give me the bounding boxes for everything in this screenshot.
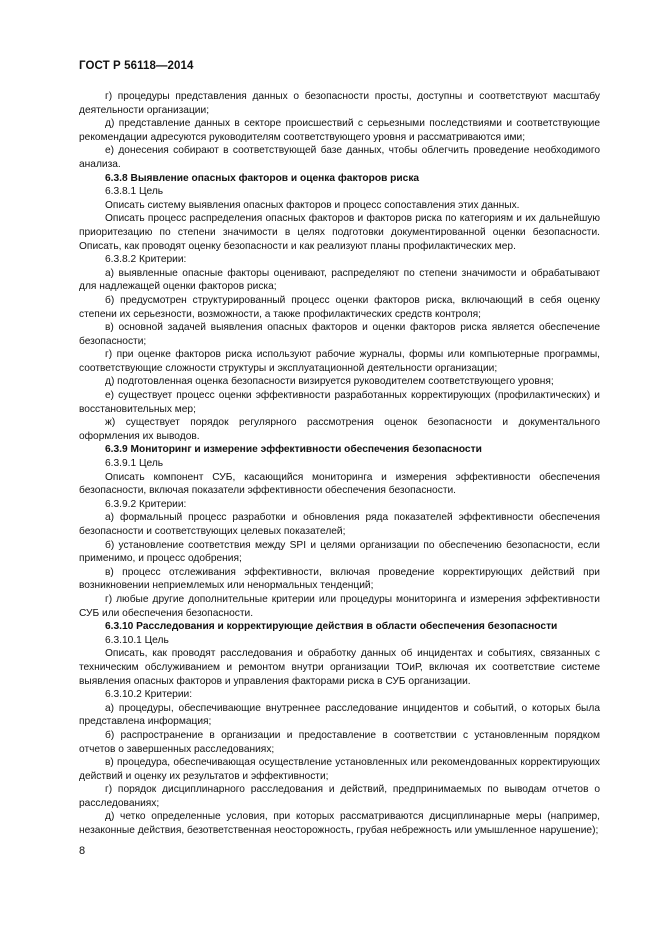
paragraph: г) при оценке факторов риска используют рабочие журналы, формы или компьютерные программы, соответствующие сложности структуры и эксплуатационной деятельности организации; [79,349,600,374]
document-header: ГОСТ Р 56118—2014 [79,60,194,72]
subsection-label: 6.3.10.1 Цель [105,634,169,646]
paragraph: Описать компонент СУБ, касающийся мониторинга и измерения эффективности обеспечения безопасности, включая показатели эффективности обеспечения безопасности. [79,471,600,497]
section-heading: 6.3.8 Выявление опасных факторов и оценка факторов риска [105,172,420,184]
page-number: 8 [79,845,86,857]
paragraph: д) четко определенные условия, при которых рассматриваются дисциплинарные меры (например, незаконные действия, безответственная неосторожность, грубая небрежность или умышленное нарушение); [79,811,600,837]
paragraph: ж) существует порядок регулярного рассмотрения оценок безопасности и документального оформления их выводов. [79,417,600,442]
paragraph: е) существует процесс оценки эффективности разработанных корректирующих (профилактических) и восстановительных мер; [79,390,600,415]
paragraph: г) любые другие дополнительные критерии или процедуры мониторинга и измерения эффективности СУБ или обеспечения безопасности. [79,593,600,619]
paragraph: в) основной задачей выявления опасных факторов и оценки факторов риска является обеспечение безопасности; [79,322,600,347]
subsection-label: 6.3.10.2 Критерии: [105,689,193,701]
paragraph: б) распространение в организации и предоставление в соответствии с установленным порядком отчетов о завершенных расследованиях; [79,729,600,755]
paragraph: а) формальный процесс разработки и обновления ряда показателей эффективности обеспечения безопасности и соответствующих целевых показателей; [79,512,600,537]
paragraph: в) процедура, обеспечивающая осуществление установленных или рекомендованных корректирующих действий и оценку их результатов и эффективности; [79,757,600,782]
paragraph: д) подготовленная оценка безопасности визируется руководителем соответствующего уровня; [105,376,554,388]
paragraph: а) процедуры, обеспечивающие внутреннее расследование инцидентов и событий, о которых была представлена информация; [79,702,600,728]
paragraph: Описать процесс распределения опасных факторов и факторов риска по категориям и их дальнейшую приоритезацию по степени значимости в целях подготовки документированной оценки безопасности. Описать, как проводят оценку безопасности и как реализуют планы профилактических мер. [79,213,600,252]
subsection-label: 6.3.9.2 Критерии: [105,498,187,510]
paragraph: д) представление данных в секторе происшествий с серьезными последствиями и соответствующие рекомендации адресуются руководителям соответствующего уровня и рассматриваются ими; [79,118,600,143]
subsection-label: 6.3.8.2 Критерии: [105,254,187,266]
paragraph: б) предусмотрен структурированный процесс оценки факторов риска, включающий в себя оценку степени их серьезности, возможности, а также профилактических средств контроля; [79,294,600,320]
paragraph: Описать, как проводят расследования и обработку данных об инцидентах и событиях, связанных с техническим обслуживанием и ремонтом внутри организации ТОиР, включая их соответствие системе выявления опасных факторов и управления факторами риска в СУБ организации. [79,648,600,687]
paragraph: Описать систему выявления опасных факторов и процесс сопоставления этих данных. [105,199,520,211]
document-body [79,90,600,838]
paragraph: а) выявленные опасные факторы оценивают, распределяют по степени значимости и обрабатывают для надлежащей оценки факторов риска; [79,267,600,293]
subsection-label: 6.3.8.1 Цель [105,186,164,198]
section-heading: 6.3.10 Расследования и корректирующие действия в области обеспечения безопасности [105,621,558,633]
paragraph: г) порядок дисциплинарного расследования и действий, предпринимаемых по выводам отчетов о расследованиях; [79,784,600,809]
paragraph: в) процесс отслеживания эффективности, включая проведение корректирующих действий при возникновении неприемлемых или ненормальных тенденций; [79,566,600,592]
paragraph: б) установление соответствия между SPI и целями организации по обеспечению безопасности, если применимо, и процесс одобрения; [79,539,600,565]
paragraph: е) донесения собирают в соответствующей базе данных, чтобы облегчить проведение необходимого анализа. [79,145,600,170]
paragraph: г) процедуры представления данных о безопасности просты, доступны и соответствуют масштабу деятельности организации; [79,91,600,116]
section-heading: 6.3.9 Мониторинг и измерение эффективности обеспечения безопасности [105,444,482,456]
subsection-label: 6.3.9.1 Цель [105,458,164,470]
